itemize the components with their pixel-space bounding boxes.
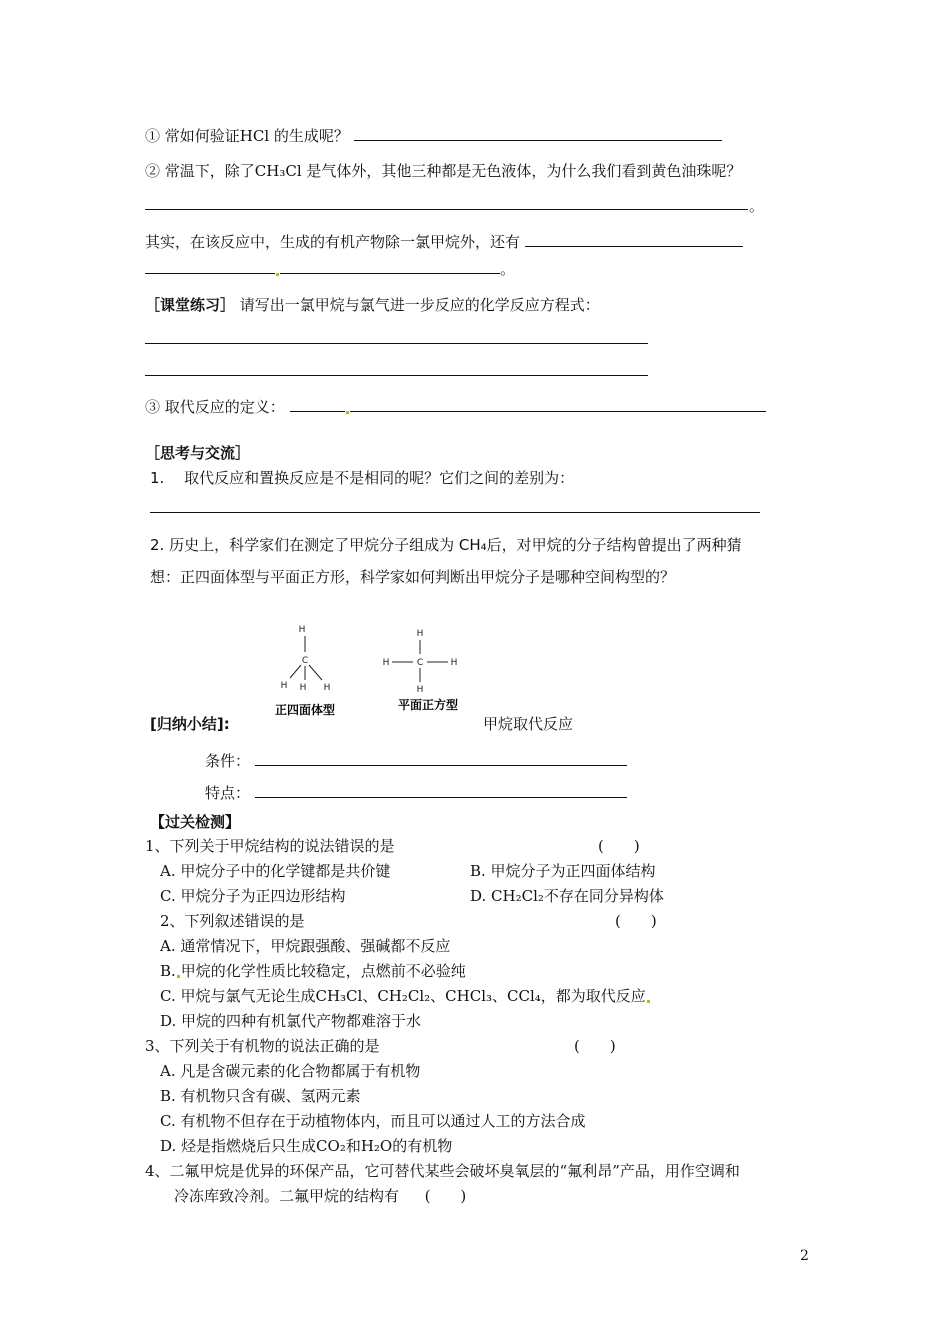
check-heading: 【过关检测】 xyxy=(150,813,241,831)
answer-blank[interactable] xyxy=(145,209,748,210)
check-q1-option-d: D. CH₂Cl₂不存在同分异构体 xyxy=(470,887,664,905)
question-3-line xyxy=(145,396,766,417)
check-q2-option-a: A. 通常情况下，甲烷跟强酸、强碱都不反应 xyxy=(160,937,451,955)
answer-paren[interactable]: ( ) xyxy=(574,1037,616,1055)
answer-blank[interactable] xyxy=(290,396,345,412)
atom-h-right: H xyxy=(323,683,331,693)
answer-blank[interactable] xyxy=(150,512,760,513)
check-q1-option-c: C. 甲烷分子为正四边形结构 xyxy=(160,887,346,905)
atom-h-right: H xyxy=(450,658,458,668)
think-item-1: 1. 取代反应和置换反应是不是相同的呢？它们之间的差别为： xyxy=(150,469,575,487)
atom-h-left: H xyxy=(280,681,288,691)
answer-blank[interactable] xyxy=(280,258,500,274)
answer-blank[interactable] xyxy=(350,396,766,412)
check-q1-option-a: A. 甲烷分子中的化学键都是共价键 xyxy=(160,862,391,880)
square-planar-structure xyxy=(383,629,458,695)
think-heading: ［思考与交流］ xyxy=(145,444,251,462)
check-q1-option-b: B. 甲烷分子为正四面体结构 xyxy=(470,862,656,880)
other-products-text: 其实，在该反应中，生成的有机产物除一氯甲烷外，还有 xyxy=(145,233,521,251)
check-q1-stem: 1、下列关于甲烷结构的说法错误的是 xyxy=(145,837,395,855)
atom-c: C xyxy=(416,658,424,668)
summary-condition-line xyxy=(205,750,627,771)
page-number: 2 xyxy=(800,1248,809,1264)
atom-h-left: H xyxy=(382,658,390,668)
check-q4-line-2 xyxy=(174,1186,466,1206)
check-q4-line-2-text: 冷冻库致冷剂。二氟甲烷的结构有 xyxy=(174,1187,400,1205)
atom-h-bottom: H xyxy=(416,685,424,695)
other-products-continued xyxy=(145,258,515,279)
tetrahedral-structure xyxy=(281,625,331,693)
yellow-mark xyxy=(346,411,349,414)
square-planar-label: 平面正方型 xyxy=(397,698,459,712)
check-q3-option-d: D. 烃是指燃烧后只生成CO₂和H₂O的有机物 xyxy=(160,1137,453,1155)
answer-blank[interactable] xyxy=(354,125,722,141)
check-q2-option-b: 甲烷的化学性质比较稳定，点燃前不必验纯 xyxy=(180,962,466,980)
think-item-2-line-2: 想：正四面体型与平面正方形，科学家如何判断出甲烷分子是哪种空间构型的？ xyxy=(150,568,676,586)
methane-structure-diagram xyxy=(260,618,505,718)
answer-blank[interactable] xyxy=(255,750,627,766)
check-q2-option-b-line xyxy=(160,961,466,981)
think-item-2-line-1: 2. 历史上，科学家们在测定了甲烷分子组成为 CH₄后，对甲烷的分子结构曾提出了两种猜 xyxy=(150,536,742,554)
check-q3-option-b: B. 有机物只含有碳、氢两元素 xyxy=(160,1087,361,1105)
answer-blank[interactable] xyxy=(145,343,648,344)
other-products-line xyxy=(145,231,743,252)
check-q3-stem: 3、下列关于有机物的说法正确的是 xyxy=(145,1037,380,1055)
question-2-text: ② 常温下，除了CH₃Cl 是气体外，其他三种都是无色液体，为什么我们看到黄色油珠呢？ xyxy=(145,162,742,180)
check-q2-option-d: D. 甲烷的四种有机氯代产物都难溶于水 xyxy=(160,1012,422,1030)
option-b-prefix: B. xyxy=(160,962,176,980)
condition-label: 条件： xyxy=(205,752,251,770)
answer-paren[interactable]: ( ) xyxy=(424,1187,467,1205)
feature-label: 特点： xyxy=(205,784,251,802)
tetrahedral-label: 正四面体型 xyxy=(274,703,336,717)
answer-paren[interactable]: ( ) xyxy=(598,837,640,855)
answer-blank[interactable] xyxy=(145,375,648,376)
answer-blank[interactable] xyxy=(145,258,275,274)
question-1-line xyxy=(145,125,722,146)
check-q3-option-c: C. 有机物不但存在于动植物体内，而且可以通过人工的方法合成 xyxy=(160,1112,586,1130)
period-mark: 。 xyxy=(500,260,516,278)
practice-line xyxy=(145,295,600,315)
check-q4-line-1: 4、二氟甲烷是优异的环保产品，它可替代某些会破坏臭氧层的“氟利昂”产品，用作空调和 xyxy=(145,1162,740,1180)
period-mark: 。 xyxy=(749,197,765,215)
summary-feature-line xyxy=(205,782,627,803)
check-q2-option-c: C. 甲烷与氯气无论生成CH₃Cl、CH₂Cl₂、CHCl₃、CCl₄，都为取代反应 xyxy=(160,987,646,1005)
question-3-text: ③ 取代反应的定义： xyxy=(145,398,285,416)
check-q2-stem: 2、下列叙述错误的是 xyxy=(160,912,305,930)
check-q3-option-a: A. 凡是含碳元素的化合物都属于有机物 xyxy=(160,1062,421,1080)
answer-paren[interactable]: ( ) xyxy=(615,912,657,930)
answer-blank[interactable] xyxy=(255,782,627,798)
yellow-mark xyxy=(276,273,279,276)
summary-label: [归纳小结]: xyxy=(150,715,230,733)
yellow-mark xyxy=(177,975,180,978)
answer-blank[interactable] xyxy=(525,231,743,247)
atom-h-top: H xyxy=(298,625,306,635)
question-1-text: ① 常如何验证HCl 的生成呢？ xyxy=(145,127,349,145)
practice-label: ［课堂练习］ xyxy=(145,296,236,314)
summary-topic: 甲烷取代反应 xyxy=(483,715,574,733)
atom-c: C xyxy=(301,656,309,666)
check-q2-option-c-line xyxy=(160,986,651,1006)
atom-h-top: H xyxy=(416,629,424,639)
atom-h-front: H xyxy=(299,683,307,693)
yellow-mark xyxy=(647,1000,650,1003)
practice-text: 请写出一氯甲烷与氯气进一步反应的化学反应方程式： xyxy=(239,296,600,314)
